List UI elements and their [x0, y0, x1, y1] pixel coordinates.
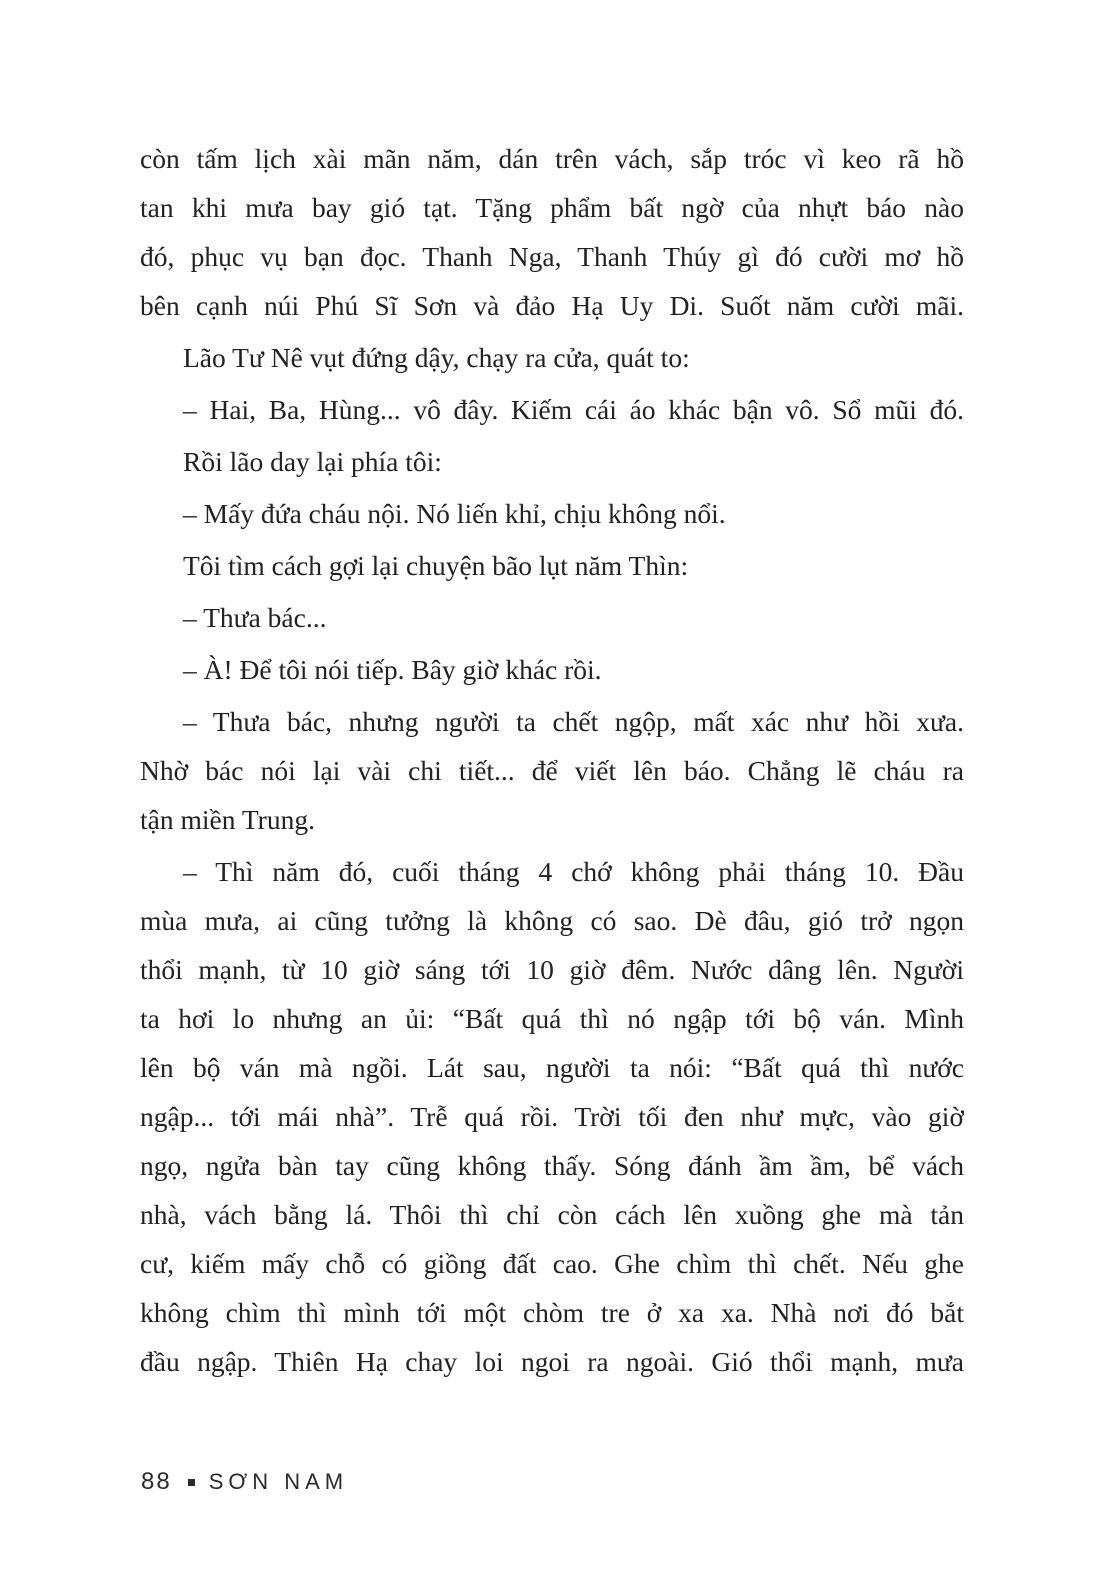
paragraph — [140, 437, 964, 486]
page-footer — [141, 1468, 348, 1496]
text-line: đó, phục vụ bạn đọc. Thanh Nga, Thanh Thúy gì đó cười mơ hồ — [140, 241, 964, 272]
text-line: Rồi lão day lại phía tôi: — [183, 446, 442, 477]
text-line: – Thưa bác... — [183, 602, 327, 633]
text-line: – Hai, Ba, Hùng... vô đây. Kiếm cái áo khác bận vô. Sổ mũi đó. — [183, 394, 964, 425]
paragraph — [140, 134, 964, 330]
text-line: ngập... tới mái nhà”. Trễ quá rồi. Trời tối đen như mực, vào giờ — [140, 1101, 964, 1132]
text-line: không chìm thì mình tới một chòm tre ở xa xa. Nhà nơi đó bắt — [140, 1297, 964, 1328]
text-line: ta hơi lo nhưng an ủi: “Bất quá thì nó ngập tới bộ ván. Mình — [140, 1003, 964, 1034]
text-line: thổi mạnh, từ 10 giờ sáng tới 10 giờ đêm. Nước dâng lên. Người — [140, 954, 964, 985]
text-line: Nhờ bác nói lại vài chi tiết... để viết lên báo. Chẳng lẽ cháu ra — [140, 755, 964, 786]
text-line: – À! Để tôi nói tiếp. Bây giờ khác rồi. — [183, 654, 602, 685]
text-line: cư, kiếm mấy chỗ có giồng đất cao. Ghe chìm thì chết. Nếu ghe — [140, 1248, 964, 1279]
text-line: – Thì năm đó, cuối tháng 4 chớ không phải tháng 10. Đầu — [183, 856, 964, 887]
text-line: lên bộ ván mà ngồi. Lát sau, người ta nói: “Bất quá thì nước — [140, 1052, 964, 1083]
text-line: đầu ngập. Thiên Hạ chay loi ngoi ra ngoài. Gió thổi mạnh, mưa — [140, 1346, 964, 1377]
text-line: – Mấy đứa cháu nội. Nó liến khỉ, chịu không nổi. — [183, 498, 726, 529]
paragraph — [140, 593, 964, 642]
text-line: – Thưa bác, nhưng người ta chết ngộp, mất xác như hồi xưa. — [183, 706, 964, 737]
text-line: còn tấm lịch xài mãn năm, dán trên vách, sắp tróc vì keo rã hồ — [140, 143, 964, 174]
text-line: nhà, vách bằng lá. Thôi thì chỉ còn cách lên xuồng ghe mà tản — [140, 1199, 964, 1230]
paragraph — [140, 541, 964, 590]
text-line: Lão Tư Nê vụt đứng dậy, chạy ra cửa, quát to: — [183, 342, 690, 373]
paragraph — [140, 333, 964, 382]
paragraph — [140, 489, 964, 538]
text-line: tan khi mưa bay gió tạt. Tặng phẩm bất ngờ của nhựt báo nào — [140, 192, 964, 223]
paragraph — [140, 847, 964, 1386]
paragraph — [140, 697, 964, 844]
paragraph — [140, 385, 964, 434]
page-number: 88 — [141, 1468, 172, 1495]
text-line: bên cạnh núi Phú Sĩ Sơn và đảo Hạ Uy Di. Suốt năm cười mãi. — [140, 290, 964, 321]
text-line: tận miền Trung. — [140, 804, 315, 835]
author-name: SƠN NAM — [208, 1469, 349, 1494]
paragraph — [140, 645, 964, 694]
text-block — [140, 134, 964, 1389]
square-bullet-icon — [188, 1479, 195, 1486]
text-line: ngọ, ngửa bàn tay cũng không thấy. Sóng đánh ầm ầm, bể vách — [140, 1150, 964, 1181]
text-line: mùa mưa, ai cũng tưởng là không có sao. Dè đâu, gió trở ngọn — [140, 905, 964, 936]
text-line: Tôi tìm cách gợi lại chuyện bão lụt năm Thìn: — [183, 550, 689, 581]
